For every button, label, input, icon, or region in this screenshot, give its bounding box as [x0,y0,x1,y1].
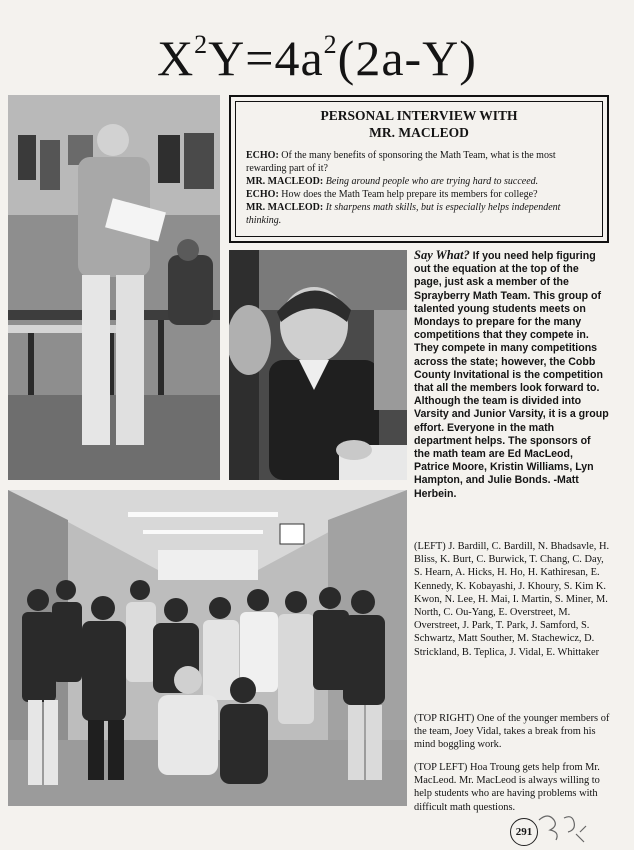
caption-top-left: (TOP LEFT) Hoa Troung gets help from Mr. MacLeod. Mr. MacLeod is always willing to help students who are having problems with difficult math questions. [414,762,600,813]
interview-question [246,149,592,175]
title-tail: (2a-Y) [337,30,477,86]
interview-text: Of the many benefits of sponsoring the Math Team, what is the most rewarding part of it? [246,150,556,174]
photo-teacher-helping-student [8,95,220,480]
speaker-label: MR. MACLEOD: [246,176,324,187]
interview-box [229,95,609,243]
caption-left-names: (LEFT) J. Bardill, C. Bardill, N. Bhadsavle, H. Bliss, K. Burt, C. Burwick, T. Chang, C. Day, S. Hearn, A. Hicks, H. Ho, H. Kathiresan, E. Kennedy, K. Kobayashi, J. Khoury, S. Kim K. Kwon, N. Lee, H. Mai, I. Martin, S. Miner, M. North, C. Ou-Yang, E. Overstreet, M. Overstreet, J. Park, T. Park, J. Samford, S. Schwartz, Matt Souther, M. Stachewicz, D. Strickland, B. Teplica, J. Vidal, E. Whittaker [414,541,610,658]
interview-question [246,188,592,201]
interview-text: How does the Math Team help prepare its members for college? [281,189,538,200]
interview-answer [246,175,592,188]
interview-heading-line1: PERSONAL INTERVIEW WITH [320,108,518,123]
title-exponent-1: 2 [194,30,209,59]
speaker-label: MR. MACLEOD: [246,202,324,213]
title-exponent-2: 2 [323,30,338,59]
page-number: 291 [510,818,538,846]
interview-heading [246,107,592,141]
interview-text: Being around people who are trying hard to succeed. [325,176,539,187]
story-lead: Say What? [414,248,470,262]
doodle-icon [536,812,588,844]
page-title-equation [0,28,634,88]
interview-text: It sharpens math skills, but is especially helps independent thinking. [246,202,561,226]
interview-heading-line2: MR. MACLEOD [369,125,469,140]
title-middle: Y=4a [208,30,324,86]
speaker-label: ECHO: [246,189,279,200]
photo-student-at-desk [229,250,407,480]
caption-top-right: (TOP RIGHT) One of the younger members of the team, Joey Vidal, takes a break from his mind boggling work. [414,713,610,751]
story-paragraph [414,249,609,501]
photo-math-team-group [8,490,407,806]
title-base: X [157,30,195,86]
interview-box-inner [235,101,603,237]
speaker-label: ECHO: [246,150,279,161]
interview-answer [246,201,592,227]
story-body: If you need help figuring out the equation at the top of the page, just ask a member of the Sprayberry Math Team. This group of talented young students meets on Mondays to prepare for the many competitions that they compete in. They compete in many competitions across the state; however, the Cobb County Invitational is the competition that all the members look forward to. Although the team is divided into Varsity and Junior Varsity, it is a group effort. Everyone in the math department helps. The sponsors of the math team are Ed MacLeod, Patrice Moore, Kristin Williams, Lyn Hampton, and Julie Bonds. -Matt Herbein. [414,250,609,500]
